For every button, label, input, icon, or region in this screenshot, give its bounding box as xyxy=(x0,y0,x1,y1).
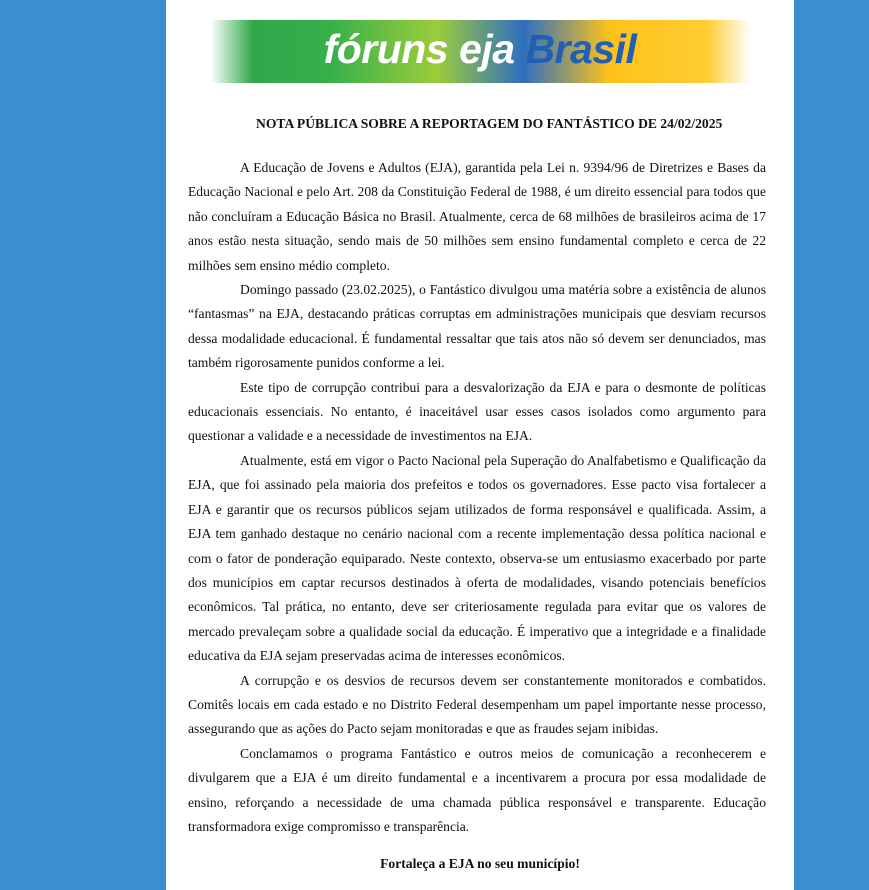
foruns-eja-brasil-logo xyxy=(210,20,750,83)
document-body xyxy=(188,156,766,839)
logo-word-eja: eja xyxy=(459,26,515,72)
paragraph: Este tipo de corrupção contribui para a desvalorização da EJA e para o desmonte de políticas educacionais essenciais. No entanto, é inaceitável usar esses casos isolados como argumento para questionar a validade e a necessidade de investimentos na EJA. xyxy=(188,379,766,444)
logo-word-brasil: Brasil xyxy=(525,26,637,72)
paragraph: Domingo passado (23.02.2025), o Fantástico divulgou uma matéria sobre a existência de alunos “fantasmas” na EJA, destacando práticas corruptas em administrações municipais que desviam recursos dessa modalidade educacional. É fundamental ressaltar que tais atos não só devem ser denunciados, mas também rigorosamente punidos conforme a lei. xyxy=(188,282,766,371)
paragraph: A corrupção e os desvios de recursos devem ser constantemente monitorados e combatidos. Comitês locais em cada estado e no Distrito Federal desempenham um papel importante nesse processo, assegurando que as ações do Pacto sejam monitoradas e que as fraudes sejam inibidas. xyxy=(188,672,766,737)
paragraph: Atualmente, está em vigor o Pacto Nacional pela Superação do Analfabetismo e Qualificação da EJA, que foi assinado pela maioria dos prefeitos e todos os governadores. Esse pacto visa fortalecer a EJA e garantir que os recursos públicos sejam utilizados de forma responsável e qualificada. Assim, a EJA tem ganhado destaque no cenário nacional com a recente implementação dessa política nacional e com o fator de ponderação equiparado. Neste contexto, observa-se um entusiasmo exacerbado por parte dos municípios em captar recursos destinados à oferta de modalidades, visando potenciais benefícios econômicos. Tal prática, no entanto, deve ser criteriosamente regulada para evitar que os valores de mercado prevaleçam sobre a qualidade social da educação. É imperativo que a integridade e a finalidade educativa da EJA sejam preservadas acima de interesses econômicos. xyxy=(188,452,766,664)
logo-text xyxy=(210,26,750,73)
paragraph: A Educação de Jovens e Adultos (EJA), garantida pela Lei n. 9394/96 de Diretrizes e Bases da Educação Nacional e pelo Art. 208 da Constituição Federal de 1988, é um direito essencial para todos que não concluíram a Educação Básica no Brasil. Atualmente, cerca de 68 milhões de brasileiros acima de 17 anos estão nesta situação, sendo mais de 50 milhões sem ensino fundamental completo e cerca de 22 milhões sem ensino médio completo. xyxy=(188,160,766,273)
paragraph: Conclamamos o programa Fantástico e outros meios de comunicação a reconhecerem e divulgarem que a EJA é um direito fundamental e a incentivarem a procura por essa modalidade de ensino, reforçando a necessidade de uma chamada pública responsável e transparente. Educação transformadora exige compromisso e transparência. xyxy=(188,745,766,834)
document-title: NOTA PÚBLICA SOBRE A REPORTAGEM DO FANTÁSTICO DE 24/02/2025 xyxy=(256,116,723,131)
closing-line: Fortaleça a EJA no seu município! xyxy=(380,856,580,871)
document-page xyxy=(166,0,794,890)
logo-word-foruns: fóruns xyxy=(323,26,449,72)
